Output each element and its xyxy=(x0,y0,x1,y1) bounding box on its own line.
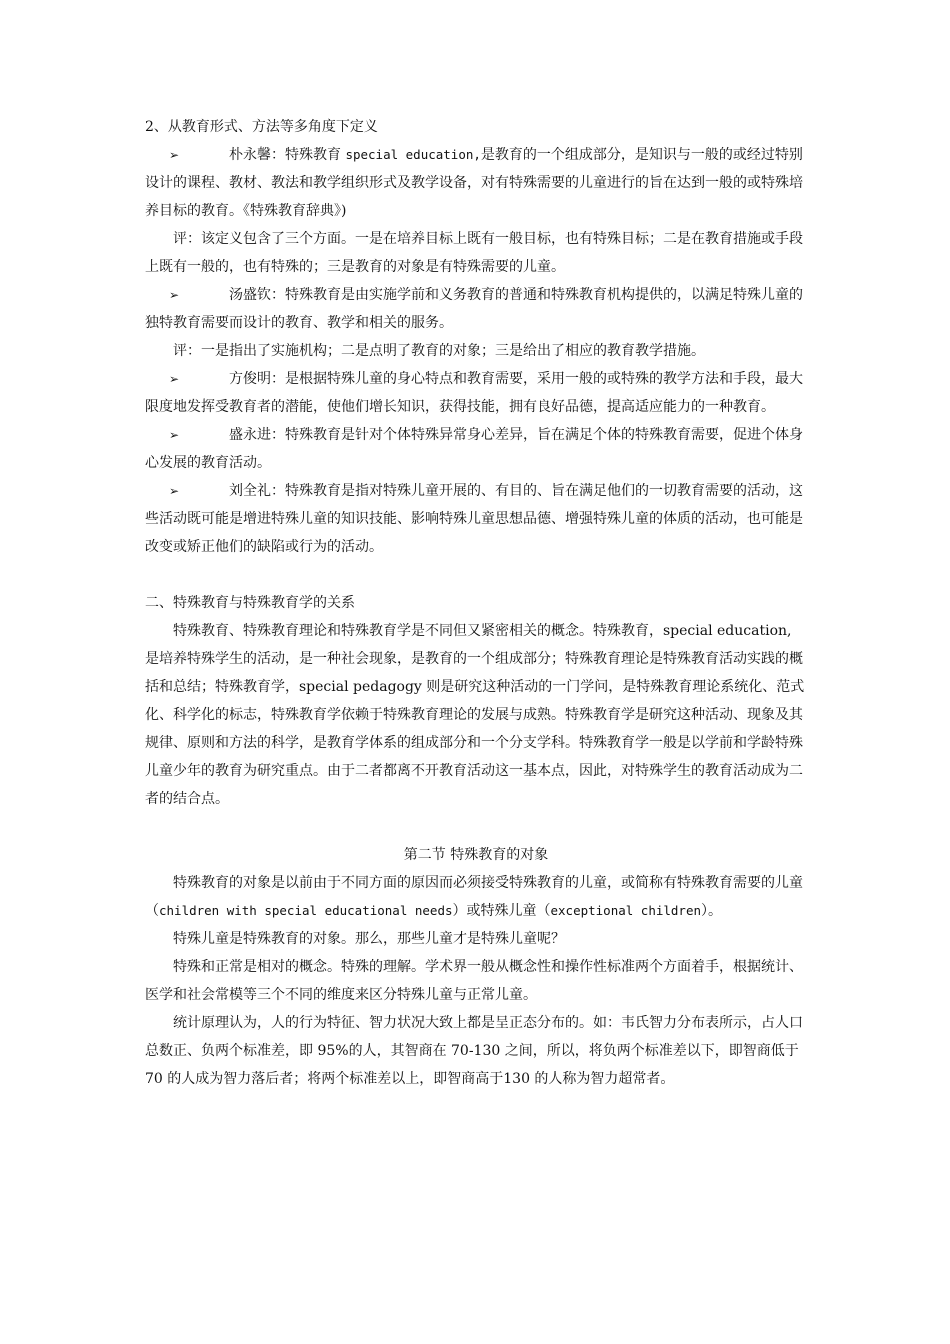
paragraph-text: ）或特殊儿童（ xyxy=(452,903,551,919)
definition-author: 刘全礼： xyxy=(229,483,285,499)
definition-author: 朴永馨： xyxy=(229,147,285,163)
spacer xyxy=(145,813,807,841)
body-paragraph xyxy=(145,869,807,925)
definition-text: 特殊教育是指对特殊儿童开展的、有目的、旨在满足他们的一切教育需要的活动，这些活动既可能是增进特殊儿童的知识技能、影响特殊儿童思想品德、增强特殊儿童的体质的活动，也可能是改变或矫正他们的缺陷或行为的活动。 xyxy=(145,483,803,555)
arrow-bullet-icon: ➢ xyxy=(169,484,180,498)
paragraph-text: 特殊教育的对象是以前由于不同方面的原因而必须接受特殊教育的儿童，或简称有特殊教育需要的儿童（ xyxy=(145,875,803,919)
definition-text: 是教育的一个组成部分，是知识与一般的或经过特别设计的课程、教材、教法和教学组织形式及教学设备，对有特殊需要的儿童进行的旨在达到一般的或特殊培养目标的教育。《特殊教育辞典》) xyxy=(145,147,803,219)
section-heading: 二、特殊教育与特殊教育学的关系 xyxy=(145,595,355,611)
definition-term: special education, xyxy=(345,147,481,162)
body-paragraph: 特殊儿童是特殊教育的对象。那么，那些儿童才是特殊儿童呢？ xyxy=(173,931,565,947)
definition-text: 特殊教育 xyxy=(285,147,346,163)
definition-author: 方俊明： xyxy=(229,371,285,387)
definition-item xyxy=(145,421,807,477)
arrow-bullet-icon: ➢ xyxy=(169,148,180,162)
definition-item xyxy=(145,365,807,421)
arrow-bullet-icon: ➢ xyxy=(169,288,180,302)
spacer xyxy=(145,561,807,589)
definition-item xyxy=(145,281,807,337)
definition-text: 特殊教育是针对个体特殊异常身心差异，旨在满足个体的特殊教育需要，促进个体身心发展的教育活动。 xyxy=(145,427,803,471)
section-heading: 2、从教育形式、方法等多角度下定义 xyxy=(145,119,378,135)
definition-item xyxy=(145,141,807,225)
definition-author: 汤盛钦： xyxy=(229,287,285,303)
definition-item xyxy=(145,477,807,561)
chapter-title: 第二节 特殊教育的对象 xyxy=(403,847,549,863)
document-body xyxy=(145,113,807,1093)
definition-text: 是根据特殊儿童的身心特点和教育需要，采用一般的或特殊的教学方法和手段，最大限度地发挥受教育者的潜能，使他们增长知识，获得技能，拥有良好品德，提高适应能力的一种教育。 xyxy=(145,371,803,415)
definition-comment: 评：该定义包含了三个方面。一是在培养目标上既有一般目标，也有特殊目标；二是在教育措施或手段上既有一般的，也有特殊的；三是教育的对象是有特殊需要的儿童。 xyxy=(145,231,803,275)
body-paragraph: 特殊和正常是相对的概念。特殊的理解。学术界一般从概念性和操作性标准两个方面着手，根据统计、医学和社会常模等三个不同的维度来区分特殊儿童与正常儿童。 xyxy=(145,959,803,1003)
arrow-bullet-icon: ➢ xyxy=(169,372,180,386)
english-term: exceptional children xyxy=(550,903,702,918)
paragraph-text: ）。 xyxy=(701,903,723,919)
definition-text: 特殊教育是由实施学前和义务教育的普通和特殊教育机构提供的，以满足特殊儿童的独特教育需要而设计的教育、教学和相关的服务。 xyxy=(145,287,803,331)
body-paragraph: 特殊教育、特殊教育理论和特殊教育学是不同但又紧密相关的概念。特殊教育，special education, 是培养特殊学生的活动，是一种社会现象，是教育的一个组成部分；特殊教育理论是特殊教育活动实践的概括和总结；特殊教育学，special pedagogy 则是研究这种活动的一门学问，是特殊教育理论系统化、范式化、科学化的标志，特殊教育学依赖于特殊教育理论的发展与成熟。特殊教育学是研究这种活动、现象及其规律、原则和方法的科学，是教育学体系的组成部分和一个分支学科。特殊教育学一般是以学前和学龄特殊儿童少年的教育为研究重点。由于二者都离不开教育活动这一基本点，因此，对特殊学生的教育活动成为二者的结合点。 xyxy=(145,623,805,807)
definition-author: 盛永进： xyxy=(229,427,285,443)
english-term: children with special educational needs xyxy=(159,903,453,918)
definition-comment: 评：一是指出了实施机构；二是点明了教育的对象；三是给出了相应的教育教学措施。 xyxy=(173,343,705,359)
body-paragraph: 统计原理认为，人的行为特征、智力状况大致上都是呈正态分布的。如：韦氏智力分布表所示，占人口总数正、负两个标准差，即 95%的人，其智商在 70-130 之间，所以，将负两个标准差以下，即智商低于 70 的人成为智力落后者；将两个标准差以上，即智商高于130 的人称为智力超常者。 xyxy=(145,1015,803,1087)
arrow-bullet-icon: ➢ xyxy=(169,428,180,442)
